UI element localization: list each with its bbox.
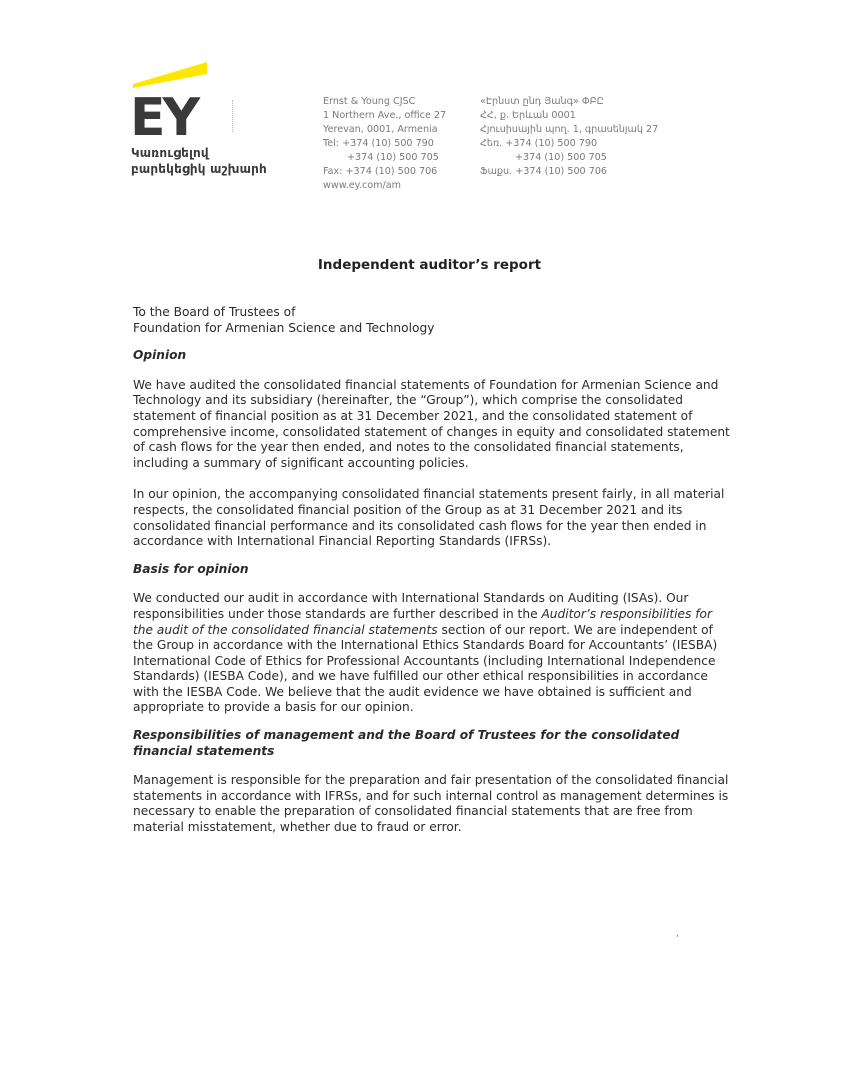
address-armenian [480,95,658,179]
addressee [133,305,733,336]
addressee-line-2: Foundation for Armenian Science and Technology [133,320,435,335]
company-name-am: «Էրնստ ընդ Յանգ» ՓԲԸ [480,96,604,107]
opinion-paragraph-2: In our opinion, the accompanying consolidated financial statements present fairly, in all material respects, the consolidated financial position of the Group as at 31 December 2021 and its consolidated financial performance and its consolidated cash flows for the year then ended in accordance with International Financial Reporting Standards (IFRSs). [133,487,725,549]
fax-en: Fax: +374 (10) 500 706 [323,166,438,177]
phone-2-am: +374 (10) 500 705 [515,152,607,163]
phone-1-en: Tel: +374 (10) 500 790 [323,138,434,149]
ey-logo-beam-icon [133,58,209,88]
tagline-line-2: բարեկեցիկ աշխարհ [131,162,267,176]
header-divider [232,100,233,132]
phone-2-en: +374 (10) 500 705 [347,152,439,163]
opinion-heading: Opinion [133,348,187,363]
city-en: Yerevan, 0001, Armenia [323,124,438,135]
report-body [133,305,733,852]
city-am: Հյուսիսային պող. 1, գրասենյակ 27 [480,124,659,135]
scan-mark: , [676,929,679,939]
report-title: Independent auditor’s report [317,257,542,273]
basis-text-after: section of our report. We are independent of the Group in accordance with the International Ethics Standards Board for Accountants’ (IESBA) International Code of Ethics for Professional Accountants (including International Independence Standards) (IESBA Code), and we have fulfilled our other ethical responsibilities in accordance with the IESBA Code. We believe that the audit evidence we have obtained is sufficient and appropriate to provide a basis for our opinion. [133,622,718,715]
tagline-line-1: Կառուցելով [131,146,209,160]
opinion-paragraph-1: We have audited the consolidated financial statements of Foundation for Armenian Science and Technology and its subsidiary (hereinafter, the “Group”), which comprise the consolidated statement of financial position as at 31 December 2021, and the consolidated statement of comprehensive income, consolidated statement of changes in equity and consolidated statement of cash flows for the year then ended, and notes to the consolidated financial statements, including a summary of significant accounting policies. [133,377,730,470]
company-name-en: Ernst & Young CJSC [323,96,416,107]
ey-logo: EY [130,88,198,148]
basis-heading: Basis for opinion [133,561,249,576]
responsibilities-heading: Responsibilities of management and the Board of Trustees for the consolidated financial statements [133,728,680,758]
basis-text-emphasis: Auditor’s responsibilities for the audit of the consolidated financial statements [133,606,713,637]
addressee-line-1: To the Board of Trustees of [133,305,296,319]
phone-1-am: Հեռ. +374 (10) 500 790 [480,138,598,149]
responsibilities-paragraph: Management is responsible for the preparation and fair presentation of the consolidated financial statements in accordance with IFRSs, and for such internal control as management determines is necessary to enable the preparation of consolidated financial statements that are free from material misstatement, whether due to fraud or error. [133,773,729,835]
logo-tagline [131,145,267,177]
fax-am: Ֆաքս. +374 (10) 500 706 [480,166,608,177]
website-link[interactable]: www.ey.com/am [323,180,401,191]
address-english [323,95,446,193]
basis-paragraph [133,591,733,716]
basis-text-before: We conducted our audit in accordance with International Standards on Auditing (ISAs). Our responsibilities under those standards are further described in the [133,591,689,621]
street-am: ՀՀ, ք. Երևան 0001 [480,110,576,121]
street-en: 1 Northern Ave., office 27 [323,110,447,121]
